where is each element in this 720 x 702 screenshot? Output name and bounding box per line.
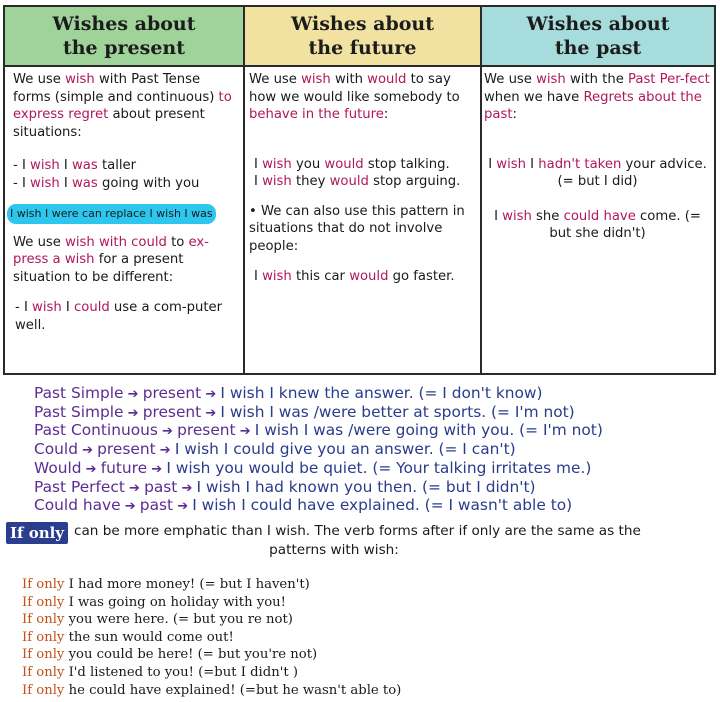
column-past xyxy=(482,67,714,373)
text-segment: - I xyxy=(13,158,31,173)
text-segment: you xyxy=(291,156,325,172)
if-only-badge: If only xyxy=(6,522,68,544)
highlighted-term: wish xyxy=(262,156,292,172)
formula-line xyxy=(34,385,603,404)
text-segment: I xyxy=(59,175,73,191)
highlighted-term: would xyxy=(329,174,369,189)
highlighted-term: wish xyxy=(262,174,292,189)
if-only-keyword: If only xyxy=(22,647,65,663)
text-segment: I xyxy=(254,269,263,284)
highlighted-term: wish xyxy=(65,72,95,87)
text-segment: they xyxy=(291,174,330,189)
highlighted-term: Regrets xyxy=(583,89,634,105)
text-segment: to xyxy=(166,234,189,250)
arrow-icon: ➔ xyxy=(201,405,221,421)
past-example-2 xyxy=(484,208,711,243)
highlighted-term: Past Per-fect xyxy=(628,72,710,87)
formula-line xyxy=(34,404,603,423)
if-only-example xyxy=(22,629,401,647)
example-text: I wish I was /were better at sports. (= I'm not) xyxy=(220,402,575,421)
header-present-text: Wishes about the present xyxy=(52,13,196,59)
arrow-icon: ➔ xyxy=(201,387,221,402)
time-label: past xyxy=(144,477,178,496)
formula-line xyxy=(34,497,603,516)
arrow-icon: ➔ xyxy=(77,443,98,459)
text-segment: with the xyxy=(565,72,628,87)
highlighted-term: hadn't taken xyxy=(538,156,622,172)
formula-line xyxy=(34,422,603,441)
text-segment: she xyxy=(531,208,564,224)
text-segment: I xyxy=(254,174,263,189)
text-segment: your advice. (= but I did) xyxy=(557,156,707,189)
highlighted-term: about the past xyxy=(484,89,702,122)
highlighted-term: was xyxy=(72,158,98,173)
text-segment: taller xyxy=(97,158,137,173)
text-segment: when we have xyxy=(484,89,584,105)
if-only-example xyxy=(22,646,401,664)
arrow-icon: ➔ xyxy=(124,480,145,496)
text-segment: - I xyxy=(13,175,31,191)
example-sentence: I'd listened to you! (=but I didn't ) xyxy=(64,664,298,680)
tense-label: Could have xyxy=(34,496,121,515)
example-sentence: you could be here! (= but you're not) xyxy=(64,647,318,663)
text-segment: I xyxy=(254,156,263,172)
text-segment: I xyxy=(525,156,539,172)
future-intro xyxy=(249,71,477,124)
highlighted-term: to express regret xyxy=(13,89,232,122)
text-segment: I xyxy=(59,158,73,173)
if-only-keyword: If only xyxy=(22,577,65,592)
highlighted-term: wish xyxy=(536,72,566,87)
text-segment: I xyxy=(488,156,497,172)
future-note: • We can also use this pattern in situations that do not involve people: xyxy=(249,203,465,254)
if-only-keyword: If only xyxy=(22,682,65,698)
text-segment: go faster. xyxy=(388,269,455,284)
time-label: present xyxy=(177,421,236,440)
text-segment: : xyxy=(512,107,517,122)
formula-line xyxy=(34,460,603,479)
highlighted-term: wish xyxy=(502,208,532,224)
highlighted-term: ex-press a wish xyxy=(13,234,209,267)
future-example-2 xyxy=(249,173,477,191)
tense-label: Past Continuous xyxy=(34,421,158,440)
text-segment: I xyxy=(494,208,503,224)
if-only-keyword: If only xyxy=(22,612,65,628)
header-future xyxy=(245,7,482,67)
example-sentence: I was going on holiday with you! xyxy=(64,594,286,610)
text-segment: for a present situation to be different: xyxy=(13,252,184,285)
tense-label: Could xyxy=(34,440,78,459)
future-example-1 xyxy=(249,156,477,174)
highlighted-term: wish xyxy=(301,72,331,87)
text-segment: use a com-puter well. xyxy=(15,300,223,333)
example-text: I wish you would be quiet. (= Your talking irritates me.) xyxy=(166,458,592,477)
arrow-icon: ➔ xyxy=(123,405,143,421)
time-label: future xyxy=(100,458,148,477)
column-present xyxy=(5,67,245,373)
header-past-text: Wishes about the past xyxy=(526,13,670,59)
text-segment: with Past Tense forms (simple and continuous) xyxy=(13,72,219,105)
present-example-1 xyxy=(13,157,240,175)
example-text: I wish I was /were going with you. (= I'm not) xyxy=(254,421,603,440)
text-segment: : xyxy=(383,107,389,122)
text-segment: We use xyxy=(484,72,537,87)
past-example-1 xyxy=(484,156,711,191)
if-only-example xyxy=(22,576,401,594)
formula-list xyxy=(34,385,603,516)
present-could-intro xyxy=(13,234,240,287)
present-intro xyxy=(13,71,240,141)
if-only-example xyxy=(22,664,401,682)
header-present xyxy=(5,7,245,67)
wishes-table xyxy=(3,5,716,375)
text-segment: - I xyxy=(15,300,33,315)
text-segment: with xyxy=(330,72,368,87)
time-label: past xyxy=(139,496,174,515)
highlighted-term: was xyxy=(72,175,98,191)
header-past xyxy=(482,7,714,67)
present-example-3 xyxy=(13,299,240,334)
highlighted-term: wish xyxy=(30,175,60,191)
arrow-icon: ➔ xyxy=(81,461,101,477)
example-sentence: the sun would come out! xyxy=(64,629,234,645)
highlighted-term: wish with could xyxy=(65,234,167,250)
highlighted-term: would xyxy=(324,156,364,172)
text-segment: I xyxy=(61,300,75,315)
highlighted-term: could xyxy=(74,300,110,315)
if-only-text-1: can be more emphatic than I wish. The verb forms after if only are the same as the xyxy=(74,523,641,539)
arrow-icon: ➔ xyxy=(147,461,167,477)
formula-line xyxy=(34,479,603,498)
time-label: present xyxy=(142,384,202,402)
highlighted-term: wish xyxy=(32,300,62,315)
if-only-description xyxy=(74,522,714,560)
if-only-keyword: If only xyxy=(22,664,65,680)
highlighted-term: behave in the future xyxy=(249,107,384,122)
example-sentence: you were here. (= but you re not) xyxy=(64,612,293,628)
if-only-example xyxy=(22,594,401,612)
text-segment: We use xyxy=(13,72,66,87)
arrow-icon: ➔ xyxy=(155,443,175,459)
column-future xyxy=(245,67,482,373)
time-label: present xyxy=(97,440,156,459)
future-example-3 xyxy=(249,268,477,286)
arrow-icon: ➔ xyxy=(123,387,143,402)
if-only-keyword: If only xyxy=(22,629,65,645)
arrow-icon: ➔ xyxy=(235,424,255,440)
text-segment: stop arguing. xyxy=(368,174,461,189)
arrow-icon: ➔ xyxy=(157,424,178,440)
text-segment: come. (= but she didn't) xyxy=(549,208,701,241)
time-label: present xyxy=(142,402,202,421)
example-text: I wish I knew the answer. (= I don't know) xyxy=(220,384,543,402)
arrow-icon: ➔ xyxy=(173,499,193,515)
highlighted-term: could have xyxy=(563,208,636,224)
example-text: I wish I could have explained. (= I wasn't able to) xyxy=(192,496,573,515)
formula-line xyxy=(34,441,603,460)
highlighted-term: would xyxy=(367,72,407,87)
if-only-example xyxy=(22,611,401,629)
tense-label: Past Simple xyxy=(34,384,124,402)
text-segment: stop talking. xyxy=(363,156,450,172)
highlighted-term: would xyxy=(349,269,389,284)
if-only-keyword: If only xyxy=(22,594,65,610)
text-segment: We use xyxy=(249,72,302,87)
example-text: I wish I had known you then. (= but I didn't) xyxy=(196,477,536,496)
tense-label: Past Simple xyxy=(34,402,124,421)
if-only-text-2: patterns with wish: xyxy=(269,542,399,558)
past-intro xyxy=(484,71,711,124)
highlighted-term: wish xyxy=(496,156,526,172)
example-sentence: I had more money! (= but I haven't) xyxy=(64,577,310,592)
text-segment: going with you xyxy=(97,175,200,191)
arrow-icon: ➔ xyxy=(120,499,140,515)
text-segment: to say how we would like somebody to xyxy=(249,72,460,105)
if-only-example xyxy=(22,682,401,700)
arrow-icon: ➔ xyxy=(177,480,197,496)
text-segment: this car xyxy=(291,269,350,284)
example-sentence: he could have explained! (=but he wasn't able to) xyxy=(64,682,402,698)
text-segment: about present situations: xyxy=(13,107,205,140)
present-highlight-note: I wish I were can replace I wish I was xyxy=(7,204,216,224)
highlighted-term: wish xyxy=(30,158,60,173)
header-future-text: Wishes about the future xyxy=(291,13,434,59)
text-segment: We use xyxy=(13,234,66,250)
tense-label: Past Perfect xyxy=(34,477,125,496)
if-only-examples xyxy=(22,576,401,699)
present-example-2 xyxy=(13,175,240,193)
tense-label: Would xyxy=(34,458,82,477)
example-text: I wish I could give you an answer. (= I can't) xyxy=(174,440,516,459)
highlighted-term: wish xyxy=(262,269,292,284)
